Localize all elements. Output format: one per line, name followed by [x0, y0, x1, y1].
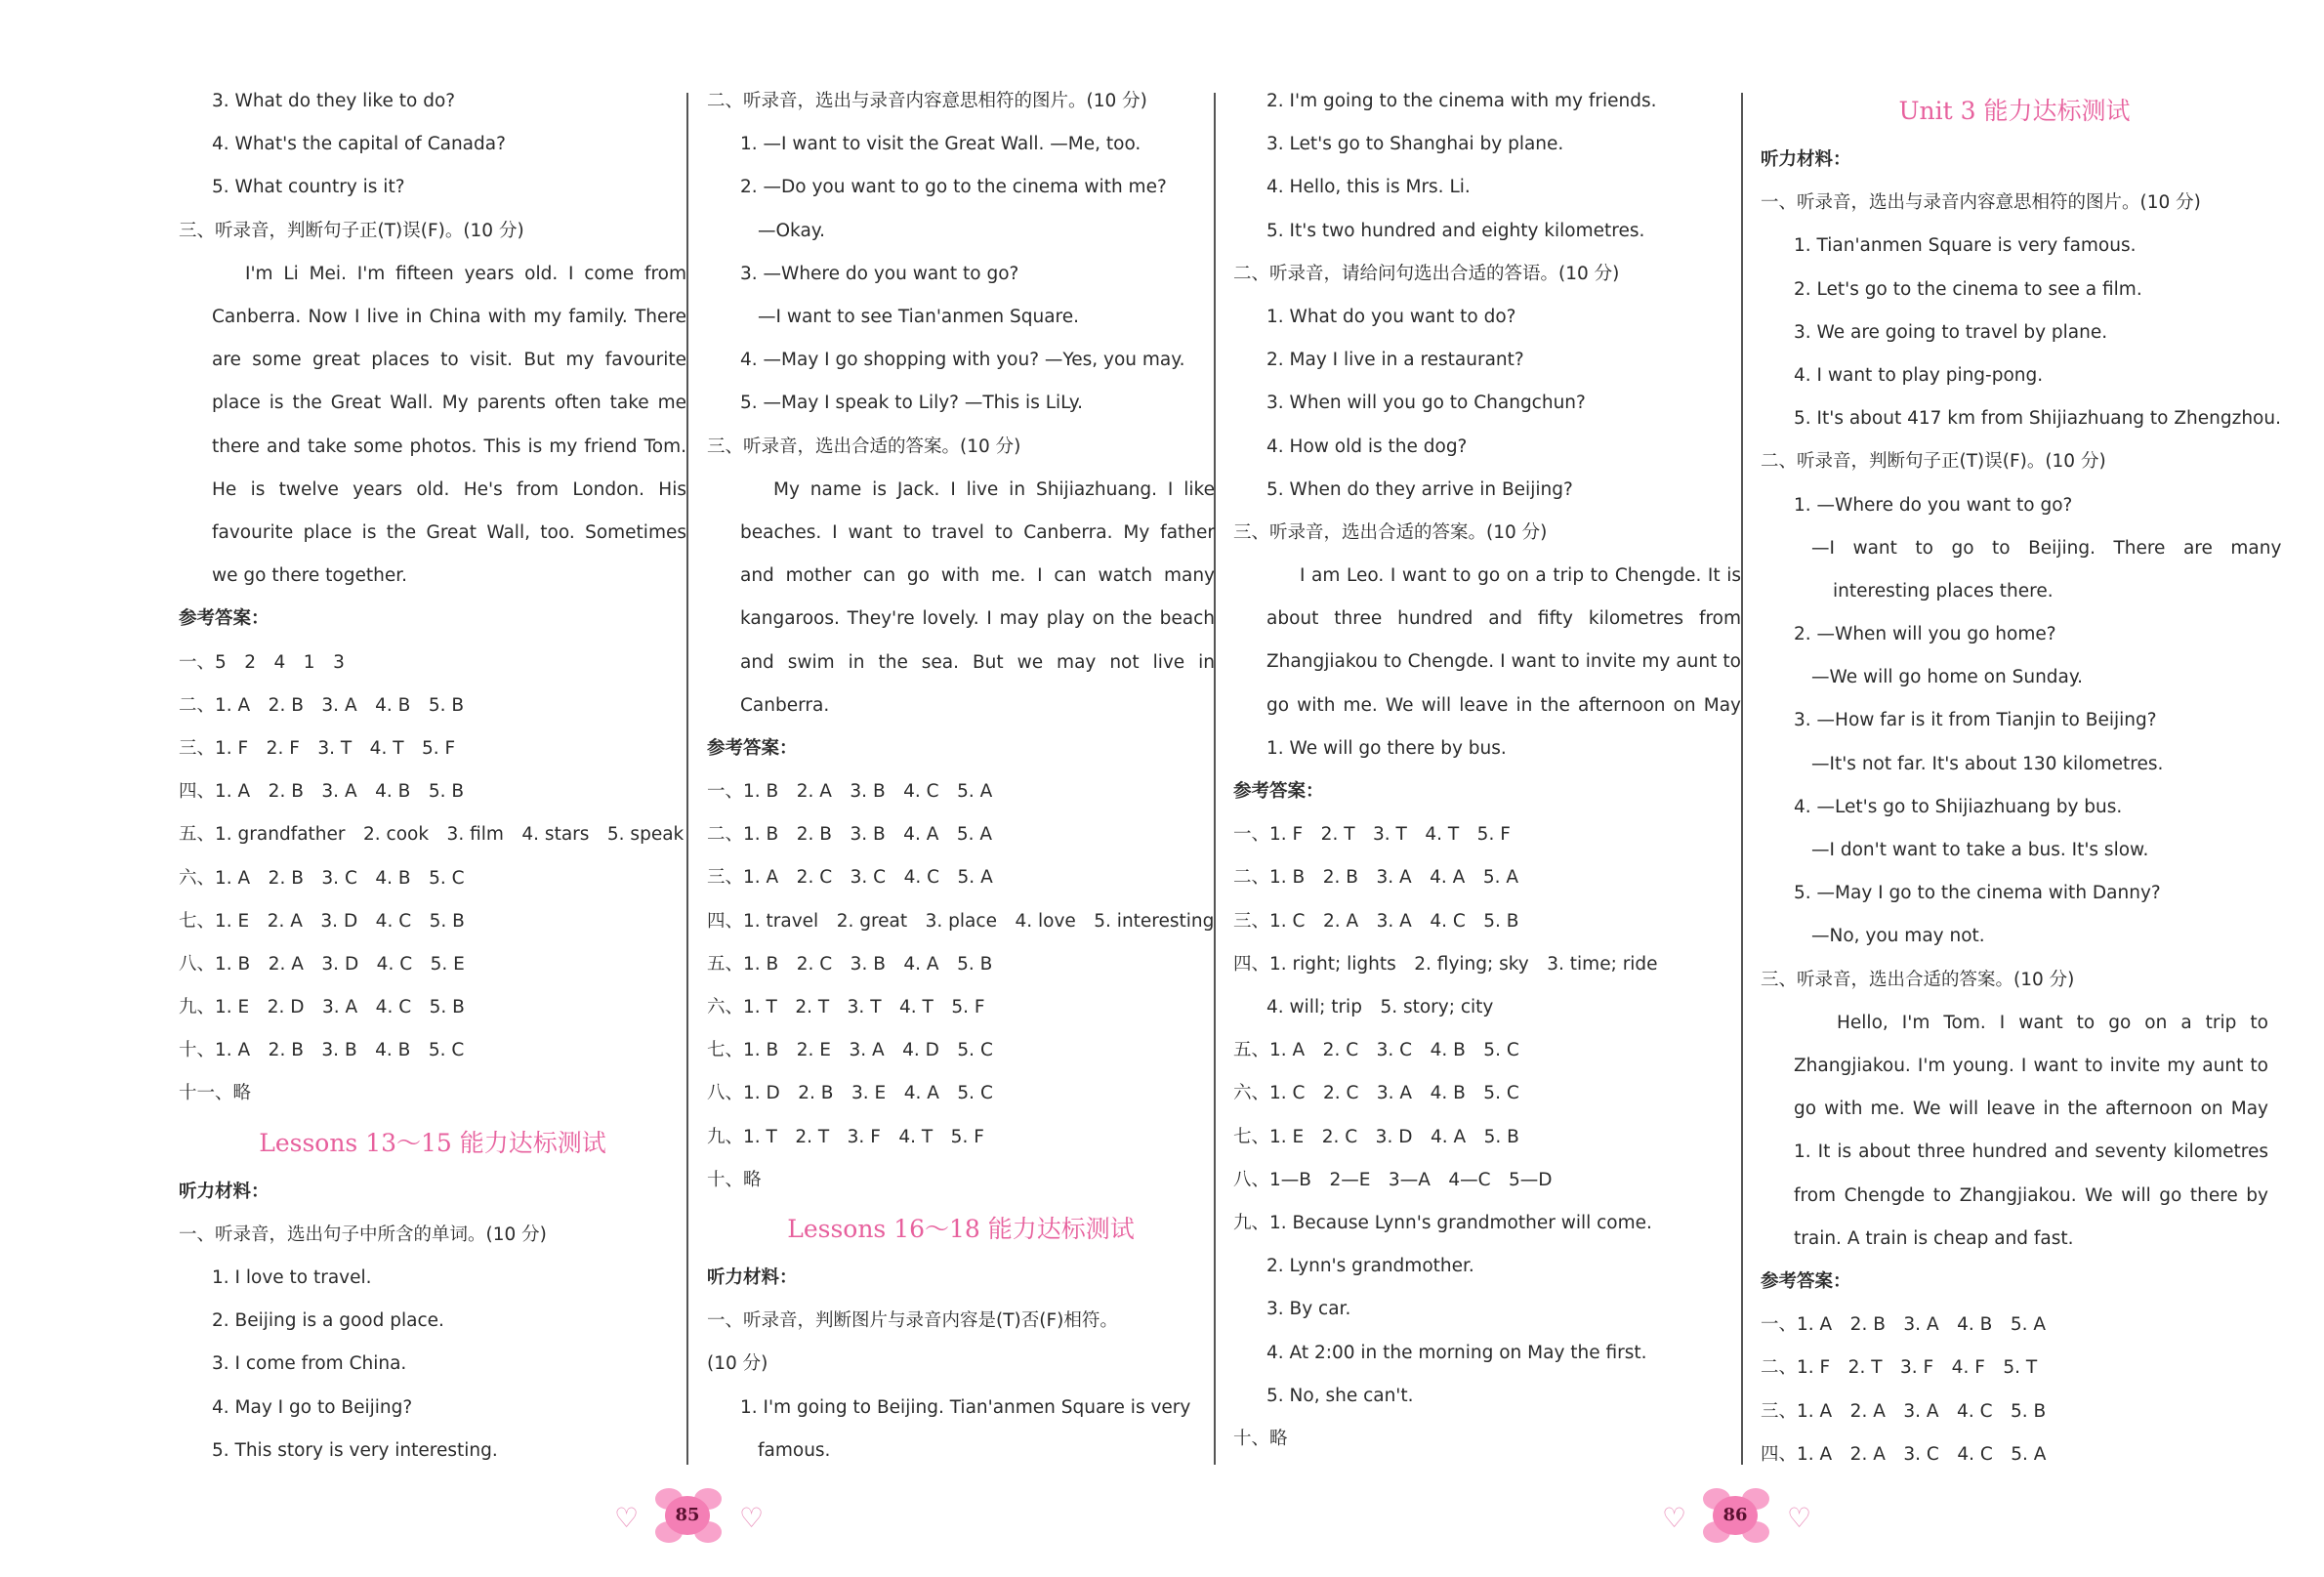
answer-line: 5. No, she can't.: [1266, 1385, 1414, 1406]
answer-line: 3. By car.: [1266, 1299, 1351, 1320]
answer-line: 一、1. B 2. A 3. B 4. C 5. A: [707, 781, 993, 803]
answer-line: 七、1. B 2. E 3. A 4. D 5. C: [707, 1040, 993, 1061]
section-heading: 一、听录音，选出与录音内容意思相符的图片。(10 分): [1761, 192, 2201, 214]
text-line: 1. Tian'anmen Square is very famous.: [1794, 235, 2137, 257]
listening-passage: I am Leo. I want to go on a trip to Chengde. It is about three hundred and fifty kilometres from Zhangjiakou to Chengde. I want to invite my aunt to go with me. We will leave in the afternoon on May 1. We will go there by bus.: [1266, 565, 1741, 759]
text-line: 4. —May I go shopping with you? —Yes, you may.: [740, 350, 1185, 371]
text-line: 5. When do they arrive in Beijing?: [1266, 478, 1573, 500]
answer-line: 二、1. B 2. B 3. B 4. A 5. A: [707, 824, 993, 846]
answer-heading: 参考答案：: [1761, 1270, 1851, 1292]
answer-line: 四、1. right; lights 2. flying; sky 3. time; ride: [1233, 953, 1658, 975]
answer-line: 四、1. travel 2. great 3. place 4. love 5. interesting: [707, 910, 1215, 932]
text-line: 2. Let's go to the cinema to see a film.: [1794, 278, 2142, 300]
column-3: [1233, 80, 1741, 1461]
answer-line: 2. Lynn's grandmother.: [1266, 1256, 1474, 1277]
column-divider: [686, 93, 688, 1465]
answer-line: 4. will; trip 5. story; city: [1266, 997, 1494, 1018]
answer-line: 二、1. B 2. B 3. A 4. A 5. A: [1233, 867, 1519, 889]
text-line: 5. —May I go to the cinema with Danny?: [1794, 883, 2161, 904]
listening-heading: 听力材料：: [1761, 149, 1851, 170]
answer-heading: 参考答案：: [1233, 781, 1324, 803]
text-line: 2. Beijing is a good place.: [212, 1310, 444, 1332]
answer-line: 四、1. A 2. B 3. A 4. B 5. B: [179, 781, 465, 803]
listening-heading: 听力材料：: [707, 1266, 798, 1288]
text-line: 4. —Let's go to Shijiazhuang by bus.: [1794, 796, 2123, 817]
answer-line: 三、1. C 2. A 3. A 4. C 5. B: [1233, 910, 1519, 932]
text-line: —I don't want to take a bus. It's slow.: [1811, 840, 2149, 861]
text-line: 3. Let's go to Shanghai by plane.: [1266, 134, 1564, 155]
text-line: 3. —How far is it from Tianjin to Beijing?: [1794, 710, 2157, 731]
text-line: 1. What do you want to do?: [1266, 306, 1516, 327]
text-line: interesting places there.: [1833, 580, 2054, 602]
answer-line: 五、1. grandfather 2. cook 3. film 4. stars 5. speak: [179, 824, 685, 846]
answer-heading: 参考答案：: [707, 737, 798, 759]
section-heading: 一、听录音，判断图片与录音内容是(T)否(F)相符。: [707, 1310, 1118, 1332]
answer-line: 七、1. E 2. C 3. D 4. A 5. B: [1233, 1126, 1519, 1147]
answer-line: 一、1. A 2. B 3. A 4. B 5. A: [1761, 1314, 2047, 1336]
text-line: 2. —Do you want to go to the cinema with me?: [740, 177, 1167, 198]
answer-line: 九、1. E 2. D 3. A 4. C 5. B: [179, 997, 465, 1018]
text-line: —I want to see Tian'anmen Square.: [758, 306, 1079, 327]
text-line: —No, you may not.: [1811, 926, 1985, 947]
answer-line: 九、1. Because Lynn's grandmother will come.: [1233, 1212, 1652, 1233]
text-line: 3. When will you go to Changchun?: [1266, 393, 1586, 414]
text-line: 4. What's the capital of Canada?: [212, 134, 506, 155]
section-heading: 三、听录音，选出合适的答案。(10 分): [1233, 521, 1548, 543]
text-line: 4. I want to play ping-pong.: [1794, 364, 2044, 386]
listening-passage: Hello, I'm Tom. I want to go on a trip to Zhangjiakou. I'm young. I want to invite my aunt to go with me. We will leave in the afternoon on May 1. It is about three hundred and seventy kilometres from Chengde to Zhangjiakou. We will go there by train. A train is cheap and fast.: [1794, 1012, 2268, 1249]
column-1: [179, 80, 686, 1473]
text-line: 5. This story is very interesting.: [212, 1439, 498, 1461]
listening-passage: I'm Li Mei. I'm fifteen years old. I come from Canberra. Now I live in China with my family. There are some great places to visit. But my favourite place is the Great Wall. My parents often take me there and take some photos. This is my friend Tom. He is twelve years old. He's from London. His favourite place is the Great Wall, too. Sometimes we go there together.: [212, 263, 686, 587]
section-heading: 三、听录音，选出合适的答案。(10 分): [1761, 969, 2075, 990]
heart-ornament-icon: ♡: [1787, 1502, 1812, 1534]
answer-line: 一、1. F 2. T 3. T 4. T 5. F: [1233, 824, 1511, 846]
text-line: 5. It's two hundred and eighty kilometres.: [1266, 220, 1645, 241]
text-line: 4. Hello, this is Mrs. Li.: [1266, 177, 1471, 198]
page-number: 85: [665, 1496, 710, 1535]
answer-line: 五、1. A 2. C 3. C 4. B 5. C: [1233, 1040, 1519, 1061]
text-line: 1. —Where do you want to go?: [1794, 494, 2073, 516]
section-heading: 三、听录音，判断句子正(T)误(F)。(10 分): [179, 220, 524, 241]
text-line: —I want to go to Beijing. There are many: [1811, 537, 2282, 559]
answer-line: 二、1. A 2. B 3. A 4. B 5. B: [179, 694, 465, 716]
text-line: 3. I come from China.: [212, 1353, 407, 1375]
section-heading: 一、听录音，选出句子中所含的单词。(10 分): [179, 1224, 547, 1245]
text-line: 5. —May I speak to Lily? —This is LiLy.: [740, 393, 1083, 414]
text-line: 1. I'm going to Beijing. Tian'anmen Square is very: [740, 1396, 1191, 1418]
section-title: Lessons 13～15 能力达标测试: [259, 1128, 606, 1157]
listening-heading: 听力材料：: [179, 1181, 270, 1202]
section-title: Unit 3 能力达标测试: [1898, 97, 2131, 125]
heart-ornament-icon: ♡: [1662, 1502, 1687, 1534]
text-line: 4. How old is the dog?: [1266, 436, 1468, 457]
answer-line: 四、1. A 2. A 3. C 4. C 5. A: [1761, 1443, 2047, 1465]
text-line: 2. —When will you go home?: [1794, 624, 2056, 645]
answer-line: 十、略: [707, 1169, 762, 1190]
listening-passage: My name is Jack. I live in Shijiazhuang. I like beaches. I want to travel to Canberra. My father and mother can go with me. I can watch many kangaroos. They're lovely. I may play on the beach and swim in the sea. But we may not live in Canberra.: [740, 478, 1215, 716]
answer-line: 九、1. T 2. T 3. F 4. T 5. F: [707, 1126, 984, 1147]
text-line: famous.: [758, 1439, 831, 1461]
text-line: 2. May I live in a restaurant?: [1266, 350, 1524, 371]
heart-ornament-icon: ♡: [739, 1502, 765, 1534]
answer-line: 八、1—B 2—E 3—A 4—C 5—D: [1233, 1169, 1553, 1190]
page-number-badge-left: [614, 1484, 765, 1547]
text-line: 3. —Where do you want to go?: [740, 263, 1019, 284]
text-line: 3. We are going to travel by plane.: [1794, 321, 2108, 343]
column-2: [707, 80, 1215, 1473]
answer-line: 十、1. A 2. B 3. B 4. B 5. C: [179, 1040, 465, 1061]
answer-line: 二、1. F 2. T 3. F 4. F 5. T: [1761, 1357, 2038, 1379]
text-line: 5. It's about 417 km from Shijiazhuang to Zhengzhou.: [1794, 408, 2281, 430]
answer-heading: 参考答案：: [179, 608, 270, 630]
answer-line: 4. At 2:00 in the morning on May the first.: [1266, 1342, 1647, 1363]
answer-line: 三、1. A 2. C 3. C 4. C 5. A: [707, 867, 993, 889]
answer-line: 一、5 2 4 1 3: [179, 651, 345, 673]
page-number: 86: [1713, 1496, 1758, 1535]
section-heading: 三、听录音，选出合适的答案。(10 分): [707, 436, 1021, 457]
text-line: 2. I'm going to the cinema with my friends.: [1266, 91, 1657, 111]
answer-line: 六、1. C 2. C 3. A 4. B 5. C: [1233, 1083, 1519, 1104]
column-4: [1761, 84, 2282, 1476]
section-score: (10 分): [707, 1353, 768, 1375]
answer-line: 六、1. T 2. T 3. T 4. T 5. F: [707, 997, 985, 1018]
section-heading: 二、听录音，判断句子正(T)误(F)。(10 分): [1761, 451, 2106, 473]
text-line: —We will go home on Sunday.: [1811, 667, 2084, 688]
section-title: Lessons 16～18 能力达标测试: [787, 1214, 1135, 1243]
page-number-badge-right: [1662, 1484, 1812, 1547]
text-line: —It's not far. It's about 130 kilometres.: [1811, 753, 2164, 774]
heart-ornament-icon: ♡: [614, 1502, 640, 1534]
text-line: 1. I love to travel.: [212, 1267, 372, 1289]
answer-line: 七、1. E 2. A 3. D 4. C 5. B: [179, 910, 465, 932]
column-divider: [1741, 93, 1743, 1465]
section-heading: 二、听录音，选出与录音内容意思相符的图片。(10 分): [707, 91, 1147, 111]
answer-line: 八、1. B 2. A 3. D 4. C 5. E: [179, 953, 465, 975]
text-line: 5. What country is it?: [212, 177, 405, 198]
text-line: 3. What do they like to do?: [212, 91, 456, 111]
section-heading: 二、听录音，请给问句选出合适的答语。(10 分): [1233, 263, 1620, 284]
answer-line: 三、1. F 2. F 3. T 4. T 5. F: [179, 737, 456, 759]
text-line: —Okay.: [758, 220, 825, 241]
text-line: 4. May I go to Beijing?: [212, 1396, 413, 1418]
answer-line: 六、1. A 2. B 3. C 4. B 5. C: [179, 867, 465, 889]
answer-line: 八、1. D 2. B 3. E 4. A 5. C: [707, 1083, 993, 1104]
answer-line: 五、1. B 2. C 3. B 4. A 5. B: [707, 953, 993, 975]
answer-line: 三、1. A 2. A 3. A 4. C 5. B: [1761, 1400, 2047, 1422]
answer-line: 十、略: [1233, 1428, 1288, 1449]
answer-line: 十一、略: [179, 1083, 252, 1104]
text-line: 1. —I want to visit the Great Wall. —Me, too.: [740, 134, 1141, 155]
